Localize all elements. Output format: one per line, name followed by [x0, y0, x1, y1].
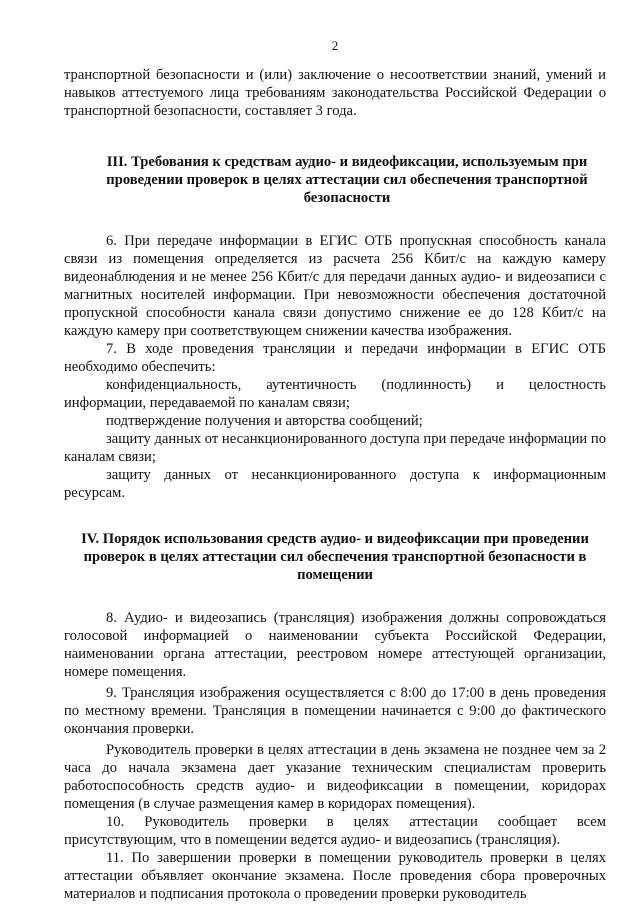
- section-4-paragraph-10: 10. Руководитель проверки в целях аттестации сообщает всем присутствующим, что в помещении ведется аудио- и видеозапись (трансляция).: [64, 814, 606, 848]
- list-item-resource-protection: защиту данных от несанкционированного доступа к информационным ресурсам.: [64, 467, 606, 501]
- section-3-paragraph-7: 7. В ходе проведения трансляции и передачи информации в ЕГИС ОТБ необходимо обеспечить:: [64, 341, 606, 375]
- section-4-paragraph-9: 9. Трансляция изображения осуществляется с 8:00 до 17:00 в день проведения по местному времени. Трансляция в помещении начинается с 9:00 до фактического окончания проверки.: [64, 685, 606, 737]
- section-4-heading: IV. Порядок использования средств аудио- и видеофиксации при проведении проверок в целях аттестации сил обеспечения транспортной безопасности в помещении: [81, 531, 589, 583]
- section-3-heading: III. Требования к средствам аудио- и видеофиксации, используемым при проведении проверок в целях аттестации сил обеспечения транспортной безопасности: [106, 154, 588, 206]
- section-4-paragraph-11: 11. По завершении проверки в помещении руководитель проверки в целях аттестации объявляет окончание экзамена. После проведения сбора проверочных материалов и подписания протокола о проведении проверки руководитель: [64, 850, 606, 902]
- section-4-paragraph-8: 8. Аудио- и видеозапись (трансляция) изображения должны сопровождаться голосовой информацией о наименовании субъекта Российской Федерации, наименовании органа аттестации, реестровом номере аттестующей организации, номере помещения.: [64, 610, 606, 680]
- list-item-confidentiality: конфиденциальность, аутентичность (подлинность) и целостность информации, передаваемой по каналам связи;: [64, 377, 606, 411]
- section-4-paragraph-supervisor: Руководитель проверки в целях аттестации в день экзамена не позднее чем за 2 часа до начала экзамена дает указание техническим специалистам проверить работоспособность средств аудио- и видеофиксации в помещении, коридорах помещения (в случае размещения камер в коридорах помещения).: [64, 742, 606, 812]
- list-item-confirmation: подтверждение получения и авторства сообщений;: [106, 413, 423, 429]
- list-item-transfer-protection: защиту данных от несанкционированного доступа при передаче информации по каналам связи;: [64, 431, 606, 465]
- intro-paragraph: транспортной безопасности и (или) заключение о несоответствии знаний, умений и навыков аттестуемого лица требованиям законодательства Российской Федерации о транспортной безопасности, составляет 3 года.: [64, 67, 606, 119]
- section-3-paragraph-6: 6. При передаче информации в ЕГИС ОТБ пропускная способность канала связи из помещения определяется из расчета 256 Кбит/с на каждую камеру видеонаблюдения и не менее 256 Кбит/с для передачи данных аудио- и видеозаписи с магнитных носителей информации. При невозможности обеспечения достаточной пропускной способности канала связи допустимо снижение ее до 128 Кбит/с на каждую камеру при соответствующем снижении качества изображения.: [64, 233, 606, 339]
- page-number: 2: [331, 38, 339, 53]
